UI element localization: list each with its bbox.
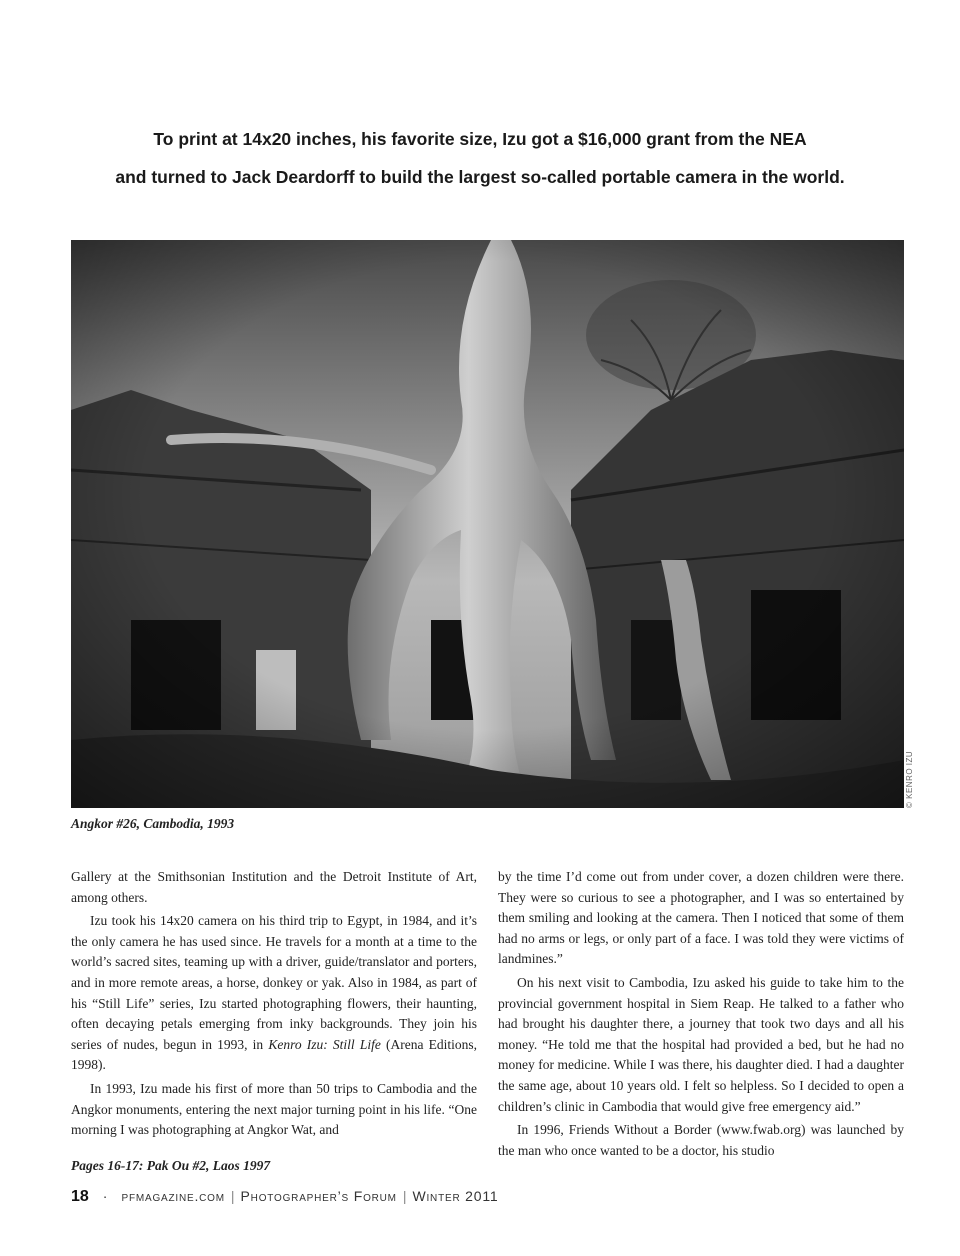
article-column-right — [498, 867, 904, 1161]
paragraph-text-end: (Arena Editions, 1998). — [71, 1036, 478, 1073]
divider: | — [402, 1188, 407, 1204]
photo-credit: © KENRO IZU — [905, 750, 914, 808]
paragraph: Gallery at the Smithsonian Institution and the Detroit Institute of Art, among others. — [71, 869, 477, 905]
paragraph — [71, 911, 477, 1076]
footer-separator: · — [102, 1188, 108, 1204]
footer-magazine: Photographer’s Forum — [240, 1188, 397, 1204]
pull-quote — [60, 120, 900, 196]
article-column-left — [71, 867, 477, 1141]
paragraph: In 1993, Izu made his first of more than 50 trips to Cambodia and the Angkor monuments, entering the next major turning point in his life. “One morning I was photographing at Angkor Wat, and — [71, 1080, 477, 1138]
book-title: Kenro Izu: Still Life — [268, 1036, 381, 1052]
paragraph: by the time I’d come out from under cover, a dozen children were there. They were so curious to see a photographer, and I was so entertained by them smiling and looking at the camera. Then I noticed that some of them had no arms or legs, or only part of a face. I was told they were victims of landmines.” — [498, 869, 904, 967]
paragraph-text: Izu took his 14x20 camera on his third trip to Egypt, in 1984, and it’s the only camera he has used since. He travels for a month at a time to the world’s sacred sites, teaming up with a driver, guide/translator and porters, and in more remote areas, a horse, donkey or yak. Also in 1984, as part of his “Still Life” series, Izu started photographing flowers, their haunting, often decaying petals emerging from inky backgrounds. They join his series of nudes, begun in 1993, in — [71, 913, 477, 1052]
pull-quote-line-2: and turned to Jack Deardorff to build the largest so-called portable camera in the world. — [115, 167, 845, 187]
divider: | — [230, 1188, 235, 1204]
paragraph: On his next visit to Cambodia, Izu asked his guide to take him to the provincial government hospital in Siem Reap. He talked to a father who had brought his daughter there, a journey that took two days and all his money. “He told me that the hospital had provided a bed, but he had no money for medicine. While I was there, his daughter died. I had a daughter the same age, about 10 years old. I felt so helpless. So I decided to open a children’s clinic in Cambodia that would give free emergency aid.” — [498, 974, 904, 1114]
angkor-photograph — [71, 240, 904, 808]
footer-issue: Winter 2011 — [412, 1188, 499, 1204]
page-footer — [71, 1188, 498, 1206]
page-number: 18 — [71, 1188, 89, 1205]
temple-tree-image — [71, 240, 904, 808]
paragraph: In 1996, Friends Without a Border (www.fwab.org) was launched by the man who once wanted to be a doctor, his studio — [498, 1122, 904, 1158]
footer-site: pfmagazine.com — [121, 1188, 225, 1204]
photo-caption: Angkor #26, Cambodia, 1993 — [71, 816, 235, 831]
spread-caption: Pages 16-17: Pak Ou #2, Laos 1997 — [71, 1158, 271, 1173]
pull-quote-line-1: To print at 14x20 inches, his favorite size, Izu got a $16,000 grant from the NEA — [153, 129, 807, 149]
